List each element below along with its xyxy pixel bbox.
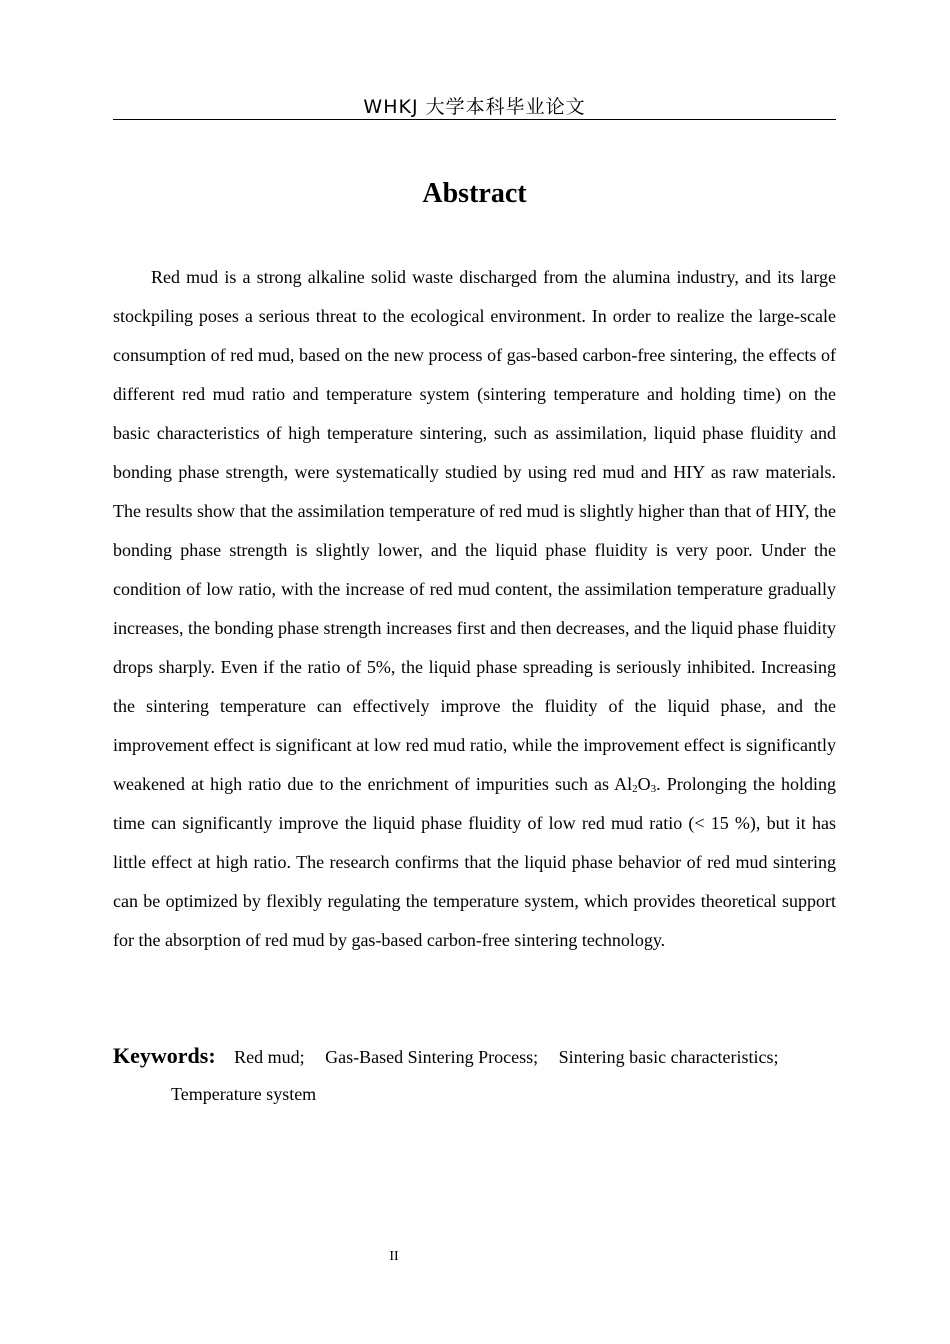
page-title: Abstract [422, 178, 527, 209]
keyword-item: Gas-Based Sintering Process; [325, 1047, 539, 1067]
running-header: WHKJ 大学本科毕业论文 [363, 96, 586, 118]
abstract-text-part3: . Prolonging the holding time can significantly improve the liquid phase fluidity of low red mud ratio (< 15 %), but it has little effect at high ratio. The research confirms that the liquid phase behavior of red mud sintering can be optimized by flexibly regulating the temperature system, which provides theoretical support for the absorption of red mud by gas-based carbon-free sintering technology. [113, 774, 836, 950]
header-rule [113, 119, 836, 120]
keyword-item: Red mud; [234, 1047, 305, 1067]
keyword-item: Temperature system [171, 1084, 317, 1104]
abstract-paragraph [113, 258, 836, 960]
abstract-text-part2: O [637, 774, 651, 794]
page-number: II [389, 1249, 399, 1264]
abstract-text-part1: Red mud is a strong alkaline solid waste discharged from the alumina industry, and its large stockpiling poses a serious threat to the ecological environment. In order to realize the large-scale consumption of red mud, based on the new process of gas-based carbon-free sintering, the effects of different red mud ratio and temperature system (sintering temperature and holding time) on the basic characteristics of high temperature sintering, such as assimilation, liquid phase fluidity and bonding phase strength, were systematically studied by using red mud and HIY as raw materials. The results show that the assimilation temperature of red mud is slightly higher than that of HIY, the bonding phase strength is slightly lower, and the liquid phase fluidity is very poor. Under the condition of low ratio, with the increase of red mud content, the assimilation temperature gradually increases, the bonding phase strength increases first and then decreases, and the liquid phase fluidity drops sharply. Even if the ratio of 5%, the liquid phase spreading is seriously inhibited. Increasing the sintering temperature can effectively improve the fluidity of the liquid phase, and the improvement effect is significant at low red mud ratio, while the improvement effect is significantly weakened at high ratio due to the enrichment of impurities such as Al [113, 267, 836, 794]
keywords-label: Keywords: [113, 1043, 216, 1068]
keywords-line-1 [113, 1037, 836, 1076]
keywords-block [113, 1037, 836, 1113]
subscript-3: 3 [650, 783, 657, 795]
keywords-line-2 [113, 1076, 836, 1113]
subscript-2: 2 [632, 783, 638, 795]
keyword-item: Sintering basic characteristics; [558, 1047, 779, 1067]
